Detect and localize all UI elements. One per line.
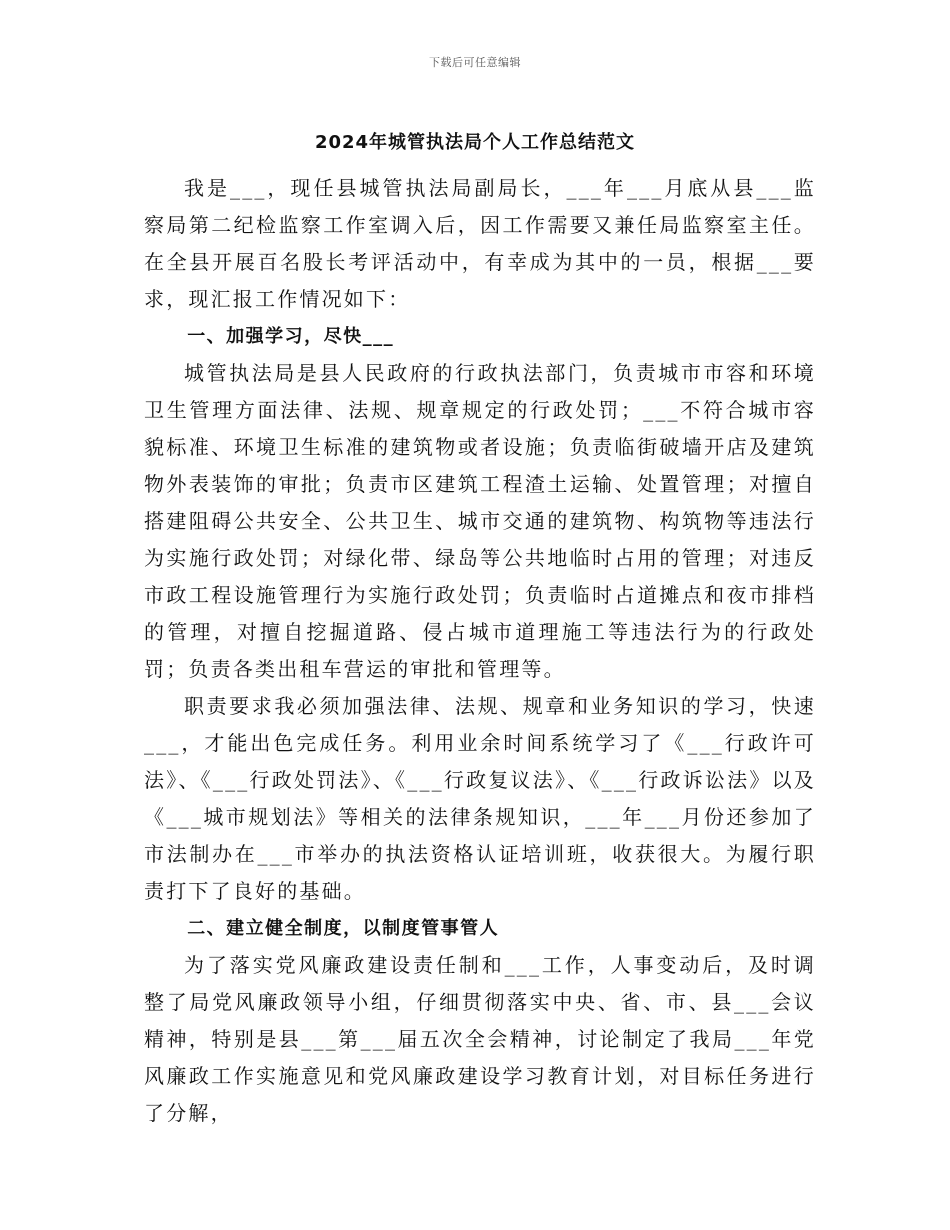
- paragraph-duties: 城管执法局是县人民政府的行政执法部门，负责城市市容和环境卫生管理方面法律、法规、规章规定的行政处罚；___不符合城市容貌标准、环境卫生标准的建筑物或者设施；负责临街破墙开店及建筑物外表装饰的审批；负责市区建筑工程渣土运输、处置管理；对擅自搭建阻碍公共安全、公共卫生、城市交通的建筑物、构筑物等违法行为实施行政处罚；对绿化带、绿岛等公共地临时占用的管理；对违反市政工程设施管理行为实施行政处罚；负责临时占道摊点和夜市排档的管理，对擅自挖掘道路、侵占城市道理施工等违法行为的行政处罚；负责各类出租车营运的审批和管理等。: [144, 361, 816, 681]
- document-title: 2024年城管执法局个人工作总结范文: [314, 132, 636, 153]
- section-heading-1: 一、加强学习，尽快___: [187, 326, 395, 347]
- paragraph-study: 职责要求我必须加强法律、法规、规章和业务知识的学习，快速___，才能出色完成任务。利用业余时间系统学习了《___行政许可法》、《___行政处罚法》、《___行政复议法》、《___行政诉讼法》以及《___城市规划法》等相关的法律条规知识，___年___月份还参加了市法制办在___市举办的执法资格认证培训班，收获很大。为履行职责打下了良好的基础。: [144, 694, 816, 903]
- document-body: [144, 170, 816, 1132]
- paragraph-system: 为了落实党风廉政建设责任制和___工作，人事变动后，及时调整了局党风廉政领导小组，仔细贯彻落实中央、省、市、县___会议精神，特别是县___第___届五次全会精神，讨论制定了我局___年党风廉政工作实施意见和党风廉政建设学习教育计划，对目标任务进行了分解，: [144, 953, 816, 1125]
- section-heading-2: 二、建立健全制度，以制度管事管人: [187, 918, 500, 939]
- header-note: 下载后可任意编辑: [429, 56, 521, 69]
- paragraph-intro: 我是___，现任县城管执法局副局长，___年___月底从县___监察局第二纪检监察工作室调入后，因工作需要又兼任局监察室主任。在全县开展百名股长考评活动中，有幸成为其中的一员，根据___要求，现汇报工作情况如下：: [144, 176, 816, 311]
